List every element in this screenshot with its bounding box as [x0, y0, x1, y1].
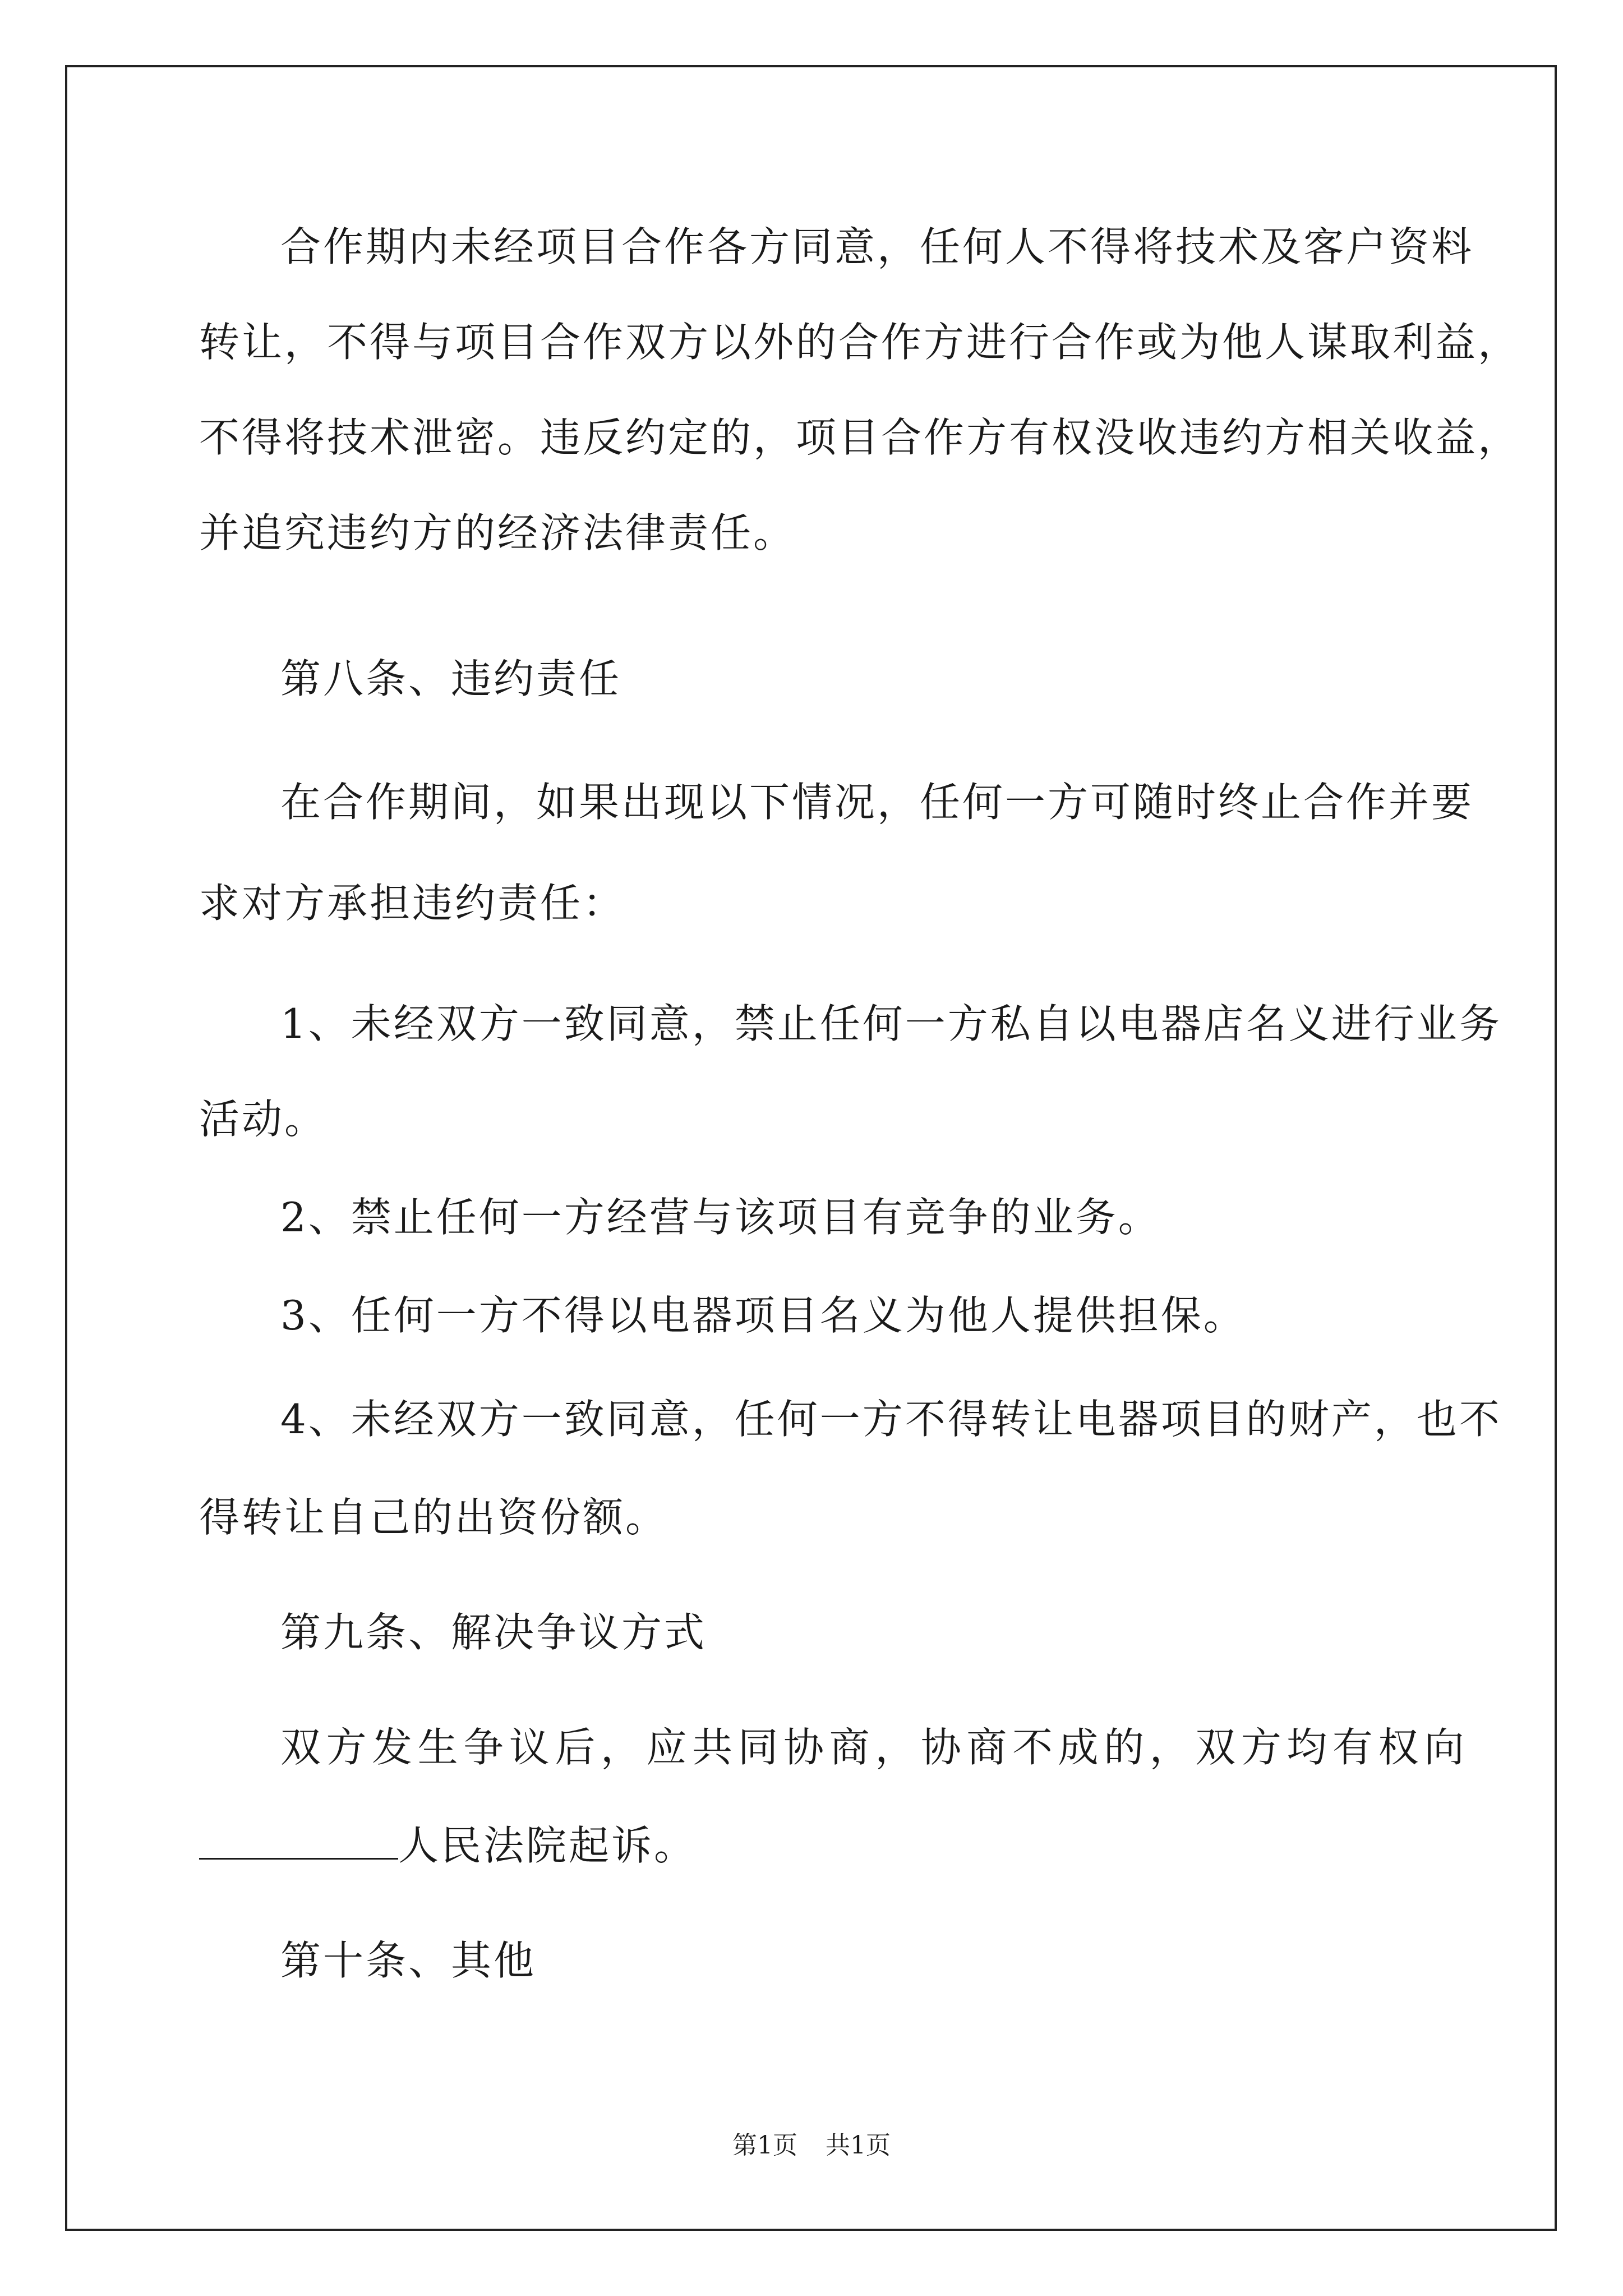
- paragraph-line: 双方发生争议后，应共同协商，协商不成的，双方均有权向: [280, 1724, 1467, 1771]
- paragraph-line: [199, 1818, 1467, 1874]
- section-heading: 第八条、违约责任: [280, 655, 622, 702]
- section-heading: 第九条、解决争议方式: [280, 1609, 707, 1656]
- page-footer: [0, 2129, 1623, 2162]
- paragraph-line: 并追究违约方的经济法律责任。: [199, 509, 796, 556]
- list-item-line: 1、未经双方一致同意，禁止任何一方私自以电器店名义进行业务: [280, 1000, 1502, 1047]
- paragraph-line-text: 人民法院起诉。: [398, 1822, 697, 1869]
- list-item-line: 2、禁止任何一方经营与该项目有竞争的业务。: [280, 1194, 1161, 1241]
- paragraph-line: 求对方承担违约责任：: [199, 880, 626, 927]
- list-item-line: 3、任何一方不得以电器项目名义为他人提供担保。: [280, 1292, 1246, 1339]
- page-number-current: 第1页: [732, 2131, 797, 2160]
- list-item-line: 4、未经双方一致同意，任何一方不得转让电器项目的财产，也不: [280, 1396, 1502, 1443]
- paragraph-line: 不得将技术泄密。违反约定的，项目合作方有权没收违约方相关收益，: [199, 414, 1521, 461]
- paragraph-line: 合作期内未经项目合作各方同意，任何人不得将技术及客户资料: [280, 223, 1474, 270]
- list-item-line: 活动。: [199, 1096, 328, 1143]
- page-border: [65, 65, 1557, 2231]
- page-number-total: 共1页: [826, 2131, 891, 2160]
- paragraph-line: 在合作期间，如果出现以下情况，任何一方可随时终止合作并要: [280, 779, 1474, 826]
- section-heading: 第十条、其他: [280, 1937, 537, 1984]
- list-item-line: 得转让自己的出资份额。: [199, 1494, 668, 1541]
- paragraph-line: 转让，不得与项目合作双方以外的合作方进行合作或为他人谋取利益，: [199, 319, 1521, 366]
- fill-in-blank: [199, 1819, 398, 1860]
